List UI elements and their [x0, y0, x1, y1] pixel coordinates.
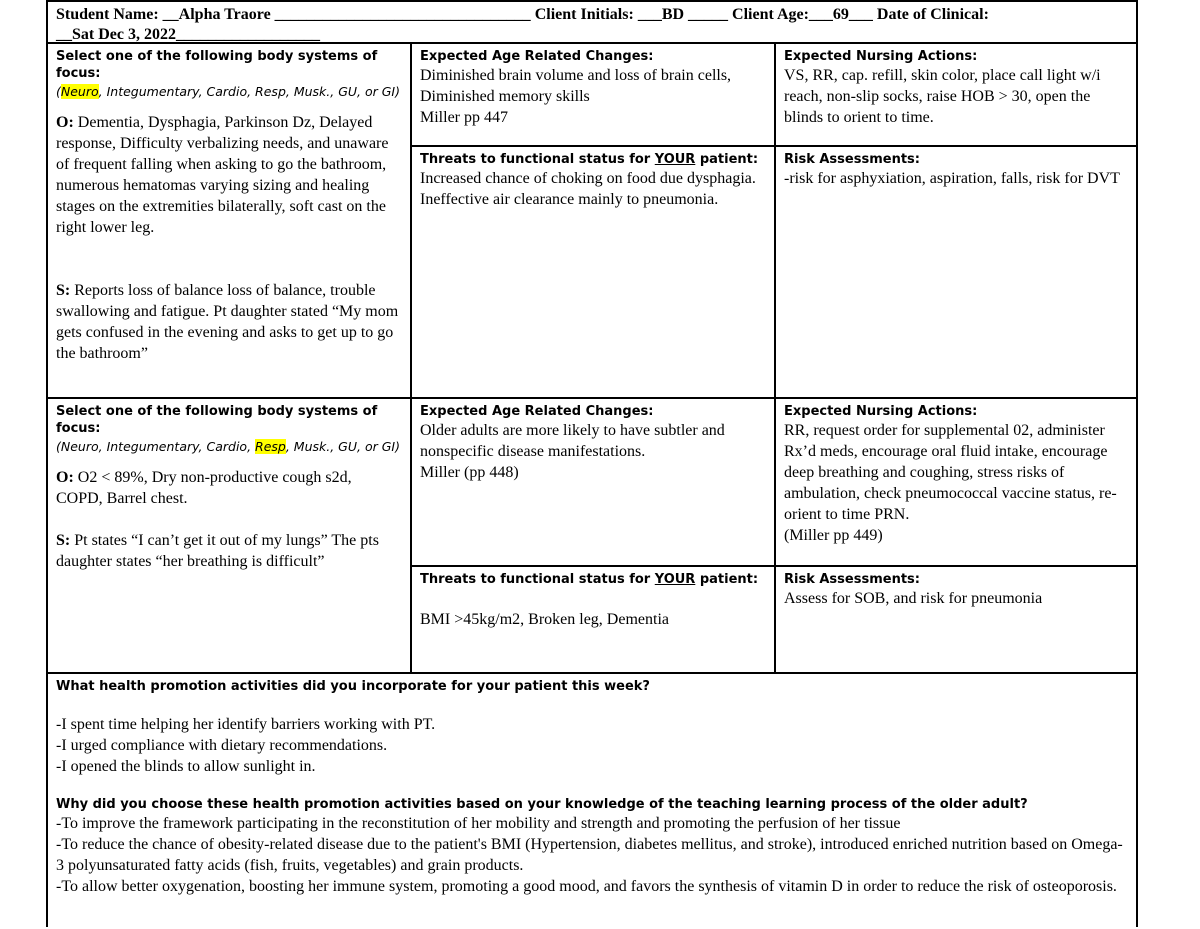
section2-age-changes-heading: Expected Age Related Changes: — [420, 404, 654, 419]
care-plan-form — [46, 0, 1138, 927]
header-line-2 — [56, 24, 320, 45]
section1-risk-cell — [776, 147, 1136, 397]
section1-risk-text: -risk for asphyxiation, aspiration, falls, risk for DVT — [784, 170, 1120, 187]
header-line-1 — [56, 4, 989, 25]
section1-threats-cell — [412, 147, 774, 397]
section2-selected-system: Resp — [255, 439, 286, 454]
clinical-date-value: __Sat Dec 3, 2022__________________ — [56, 26, 320, 43]
promotion-activity: -I urged compliance with dietary recommendations. — [56, 737, 388, 754]
client-initials-label: Client Initials: — [534, 6, 634, 23]
section2-age-changes-cell — [412, 399, 774, 565]
section1-risk-heading: Risk Assessments: — [784, 152, 920, 167]
section2-nursing-cell — [776, 399, 1136, 565]
section1-selected-system: Neuro — [60, 84, 99, 99]
health-promotion-cell — [48, 674, 1136, 929]
section1-nursing-heading: Expected Nursing Actions: — [784, 49, 978, 64]
section2-objective: O: O2 < 89%, Dry non-productive cough s2d, COPD, Barrel chest. — [56, 469, 352, 507]
section1-threats-heading: Threats to functional status for YOUR patient: — [420, 152, 759, 167]
section1-focus-heading: Select one of the following body systems of focus: — [56, 49, 378, 81]
section2-threats-heading: Threats to functional status for YOUR patient: — [420, 572, 759, 587]
section2-risk-heading: Risk Assessments: — [784, 572, 920, 587]
section2-threats-text: BMI >45kg/m2, Broken leg, Dementia — [420, 611, 669, 628]
section1-focus-cell — [48, 44, 410, 397]
section2-threats-cell — [412, 567, 774, 672]
section1-age-changes-ref: Miller pp 447 — [420, 109, 508, 126]
promotion-activity: -I spent time helping her identify barriers working with PT. — [56, 716, 436, 733]
promotion-question-activities: What health promotion activities did you incorporate for your patient this week? — [56, 679, 650, 694]
form-header — [48, 2, 1136, 44]
section2-risk-text: Assess for SOB, and risk for pneumonia — [784, 590, 1043, 607]
section2-nursing-text: RR, request order for supplemental 02, administer Rx’d meds, encourage oral fluid intake, encourage deep breathing and coughing, stress risks of ambulation, check pneumococcal vaccine status, re-orient to time PRN. — [784, 422, 1117, 523]
student-name-value: __Alpha Traore ________________________________ — [162, 6, 531, 23]
section1-threats-text: Increased chance of choking on food due dysphagia. Ineffective air clearance mainly to pneumonia. — [420, 170, 756, 208]
section2-nursing-heading: Expected Nursing Actions: — [784, 404, 978, 419]
section1-age-changes-heading: Expected Age Related Changes: — [420, 49, 654, 64]
section2-focus-options: (Neuro, Integumentary, Cardio, Resp, Musk., GU, or GI) — [56, 439, 400, 454]
promotion-activity: -I opened the blinds to allow sunlight in. — [56, 758, 316, 775]
section2-subjective: S: Pt states “I can’t get it out of my lungs” The pts daughter states “her breathing is difficult” — [56, 532, 379, 570]
section2-focus-heading: Select one of the following body systems of focus: — [56, 404, 378, 436]
section2-focus-cell — [48, 399, 410, 672]
section2-age-changes-text: Older adults are more likely to have subtler and nonspecific disease manifestations. — [420, 422, 725, 460]
section1-objective: O: Dementia, Dysphagia, Parkinson Dz, Delayed response, Difficulty verbalizing needs, and unaware of frequent falling when asking to go the bathroom, numerous hematomas varying sizing and healing stages on the extremities bilaterally, soft cast on the right lower leg. — [56, 114, 389, 236]
section1-nursing-text: VS, RR, cap. refill, skin color, place call light w/i reach, non-slip socks, raise HOB > 30, open the blinds to orient to time. — [784, 67, 1101, 126]
client-age-label: Client Age: — [732, 6, 809, 23]
section1-subjective: S: Reports loss of balance loss of balance, trouble swallowing and fatigue. Pt daughter stated “My mom gets confused in the evening and asks to get up to go the bathroom” — [56, 282, 399, 362]
section2-risk-cell — [776, 567, 1136, 672]
section1-nursing-cell — [776, 44, 1136, 145]
section1-age-changes-text: Diminished brain volume and loss of brain cells, Diminished memory skills — [420, 67, 732, 105]
section2-nursing-ref: (Miller pp 449) — [784, 527, 883, 544]
promotion-reason: -To reduce the chance of obesity-related disease due to the patient's BMI (Hypertension, diabetes mellitus, and stroke), introduced enriched nutrition based on Omega-3 polyunsaturated fatty acids (fish, fruits, vegetables) and grain products. — [56, 836, 1123, 874]
promotion-reason: -To allow better oxygenation, boosting her immune system, promoting a good mood, and favors the synthesis of vitamin D in order to reduce the risk of osteoporosis. — [56, 878, 1117, 895]
section2-age-changes-ref: Miller (pp 448) — [420, 464, 519, 481]
section1-focus-options: (Neuro, Integumentary, Cardio, Resp, Musk., GU, or GI) — [56, 84, 400, 99]
student-name-label: Student Name: — [56, 6, 159, 23]
clinical-date-label: Date of Clinical: — [876, 6, 989, 23]
section1-age-changes-cell — [412, 44, 774, 145]
promotion-question-reasons: Why did you choose these health promotion activities based on your knowledge of the teaching learning process of the older adult? — [56, 797, 1028, 812]
client-age-value: ___69___ — [808, 6, 873, 23]
promotion-reason: -To improve the framework participating in the reconstitution of her mobility and strength and promoting the perfusion of her tissue — [56, 815, 901, 832]
client-initials-value: ___BD _____ — [637, 6, 729, 23]
